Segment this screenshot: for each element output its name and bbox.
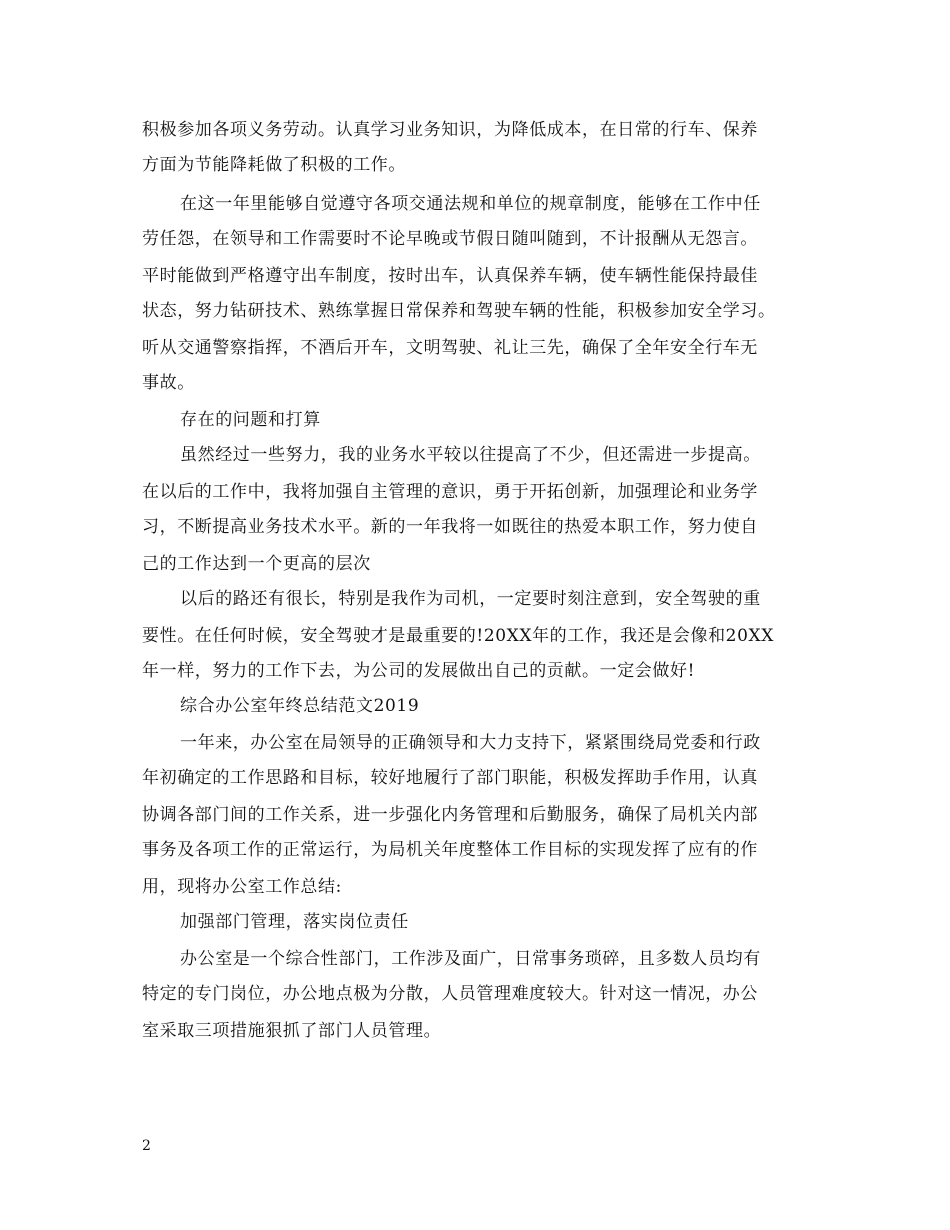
text-line: 事务及各项工作的正常运行，为局机关年度整体工作目标的实现发挥了应有的作 [142,840,758,860]
text-line: 状态，努力钻研技术、熟练掌握日常保养和驾驶车辆的性能，积极参加安全学习。 [142,301,776,321]
text-line: 办公室是一个综合性部门，工作涉及面广，日常事务琐碎，且多数人员均有 [180,949,761,969]
page-number: 2 [142,1138,151,1154]
text-line: 积极参加各项义务劳动。认真学习业务知识，为降低成本，在日常的行车、保养 [142,120,758,140]
text-line: 室采取三项措施狠抓了部门人员管理。 [142,1021,442,1041]
text-line: 在这一年里能够自觉遵守各项交通法规和单位的规章制度，能够在工作中任 [180,194,761,214]
text-line: 协调各部门间的工作关系，进一步强化内务管理和后勤服务，确保了局机关内部 [142,805,758,825]
text-line: 年初确定的工作思路和目标，较好地履行了部门职能，积极发挥助手作用，认真 [142,768,758,788]
section-heading: 综合办公室年终总结范文2019 [180,696,420,716]
text-line: 一年来，办公室在局领导的正确领导和大力支持下，紧紧围绕局党委和行政 [180,733,761,753]
text-line: 特定的专门岗位，办公地点极为分散，人员管理难度较大。针对这一情况，办公 [142,984,758,1004]
text-line: 劳任怨，在领导和工作需要时不论早晚或节假日随叫随到，不计报酬从无怨言。 [142,229,758,249]
section-heading: 存在的问题和打算 [180,410,321,430]
text-line: 年一样，努力的工作下去，为公司的发展做出自己的贡献。一定会做好! [142,661,696,681]
text-line: 在以后的工作中，我将加强自主管理的意识，勇于开拓创新，加强理论和业务学 [142,482,758,502]
text-line: 虽然经过一些努力，我的业务水平较以往提高了不少，但还需进一步提高。 [180,445,761,465]
text-line: 要性。在任何时候，安全驾驶才是最重要的!20XX年的工作，我还是会像和20XX [142,626,774,646]
text-line: 方面为节能降耗做了积极的工作。 [142,155,406,175]
text-line: 事故。 [142,373,195,393]
text-line: 用，现将办公室工作总结: [142,877,342,897]
text-line: 以后的路还有很长，特别是我作为司机，一定要时刻注意到，安全驾驶的重 [180,589,761,609]
text-line: 己的工作达到一个更高的层次 [142,554,371,574]
text-line: 习，不断提高业务技术水平。新的一年我将一如既往的热爱本职工作，努力使自 [142,517,758,537]
text-line: 平时能做到严格遵守出车制度，按时出车，认真保养车辆，使车辆性能保持最佳 [142,266,758,286]
section-heading: 加强部门管理，落实岗位责任 [180,912,409,932]
text-line: 听从交通警察指挥，不酒后开车，文明驾驶、礼让三先，确保了全年安全行车无 [142,338,758,358]
